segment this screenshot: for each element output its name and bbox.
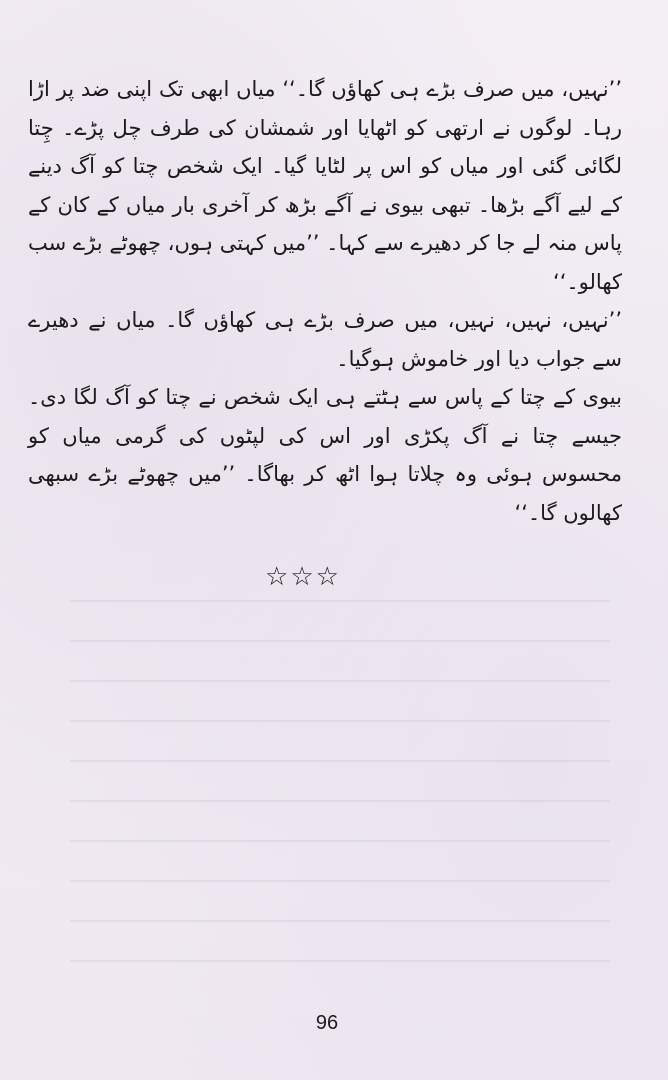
- bleed-through-line: [70, 960, 610, 962]
- bleed-through-line: [70, 720, 610, 722]
- paragraph: ’’نہیں، نہیں، نہیں، میں صرف بڑے ہی کھاؤں گا۔ میاں نے دھیرے سے جواب دیا اور خاموش ہوگیا۔: [28, 308, 622, 371]
- bleed-through-line: [70, 880, 610, 882]
- paragraph: بیوی کے چتا کے پاس سے ہٹتے ہی ایک شخص نے چتا کو آگ لگا دی۔ جیسے چتا نے آگ پکڑی اور اس کی لپٹوں کی گرمی میاں کو محسوس ہوئی وہ چلاتا ہوا اٹھ کر بھاگا۔ ’’میں چھوٹے بڑے سبھی کھالوں گا۔‘‘: [28, 385, 622, 525]
- bleed-through-line: [70, 760, 610, 762]
- section-separator: ☆☆☆: [265, 562, 341, 592]
- bleed-through-line: [70, 840, 610, 842]
- bleed-through-line: [70, 800, 610, 802]
- bleed-through-line: [70, 640, 610, 642]
- bleed-through-line: [70, 600, 610, 602]
- paragraph: ’’نہیں، میں صرف بڑے ہی کھاؤں گا۔‘‘ میاں ابھی تک اپنی ضد پر اڑا رہا۔ لوگوں نے ارتھی کو اٹھایا اور شمشان کی طرف چل پڑے۔ چِتا لگائی گئی اور میاں کو اس پر لٹایا گیا۔ ایک شخص چتا کو آگ دینے کے لیے آگے بڑھا۔ تبھی بیوی نے آگے بڑھ کر آخری بار میاں کے کان کے پاس منہ لے جا کر دھیرے سے کہا۔ ’’میں کہتی ہوں، چھوٹے بڑے سب کھالو۔‘‘: [28, 77, 622, 294]
- bleed-through-line: [70, 680, 610, 682]
- story-text: [28, 70, 622, 532]
- bleed-through-line: [70, 920, 610, 922]
- page-number: 96: [315, 1012, 339, 1034]
